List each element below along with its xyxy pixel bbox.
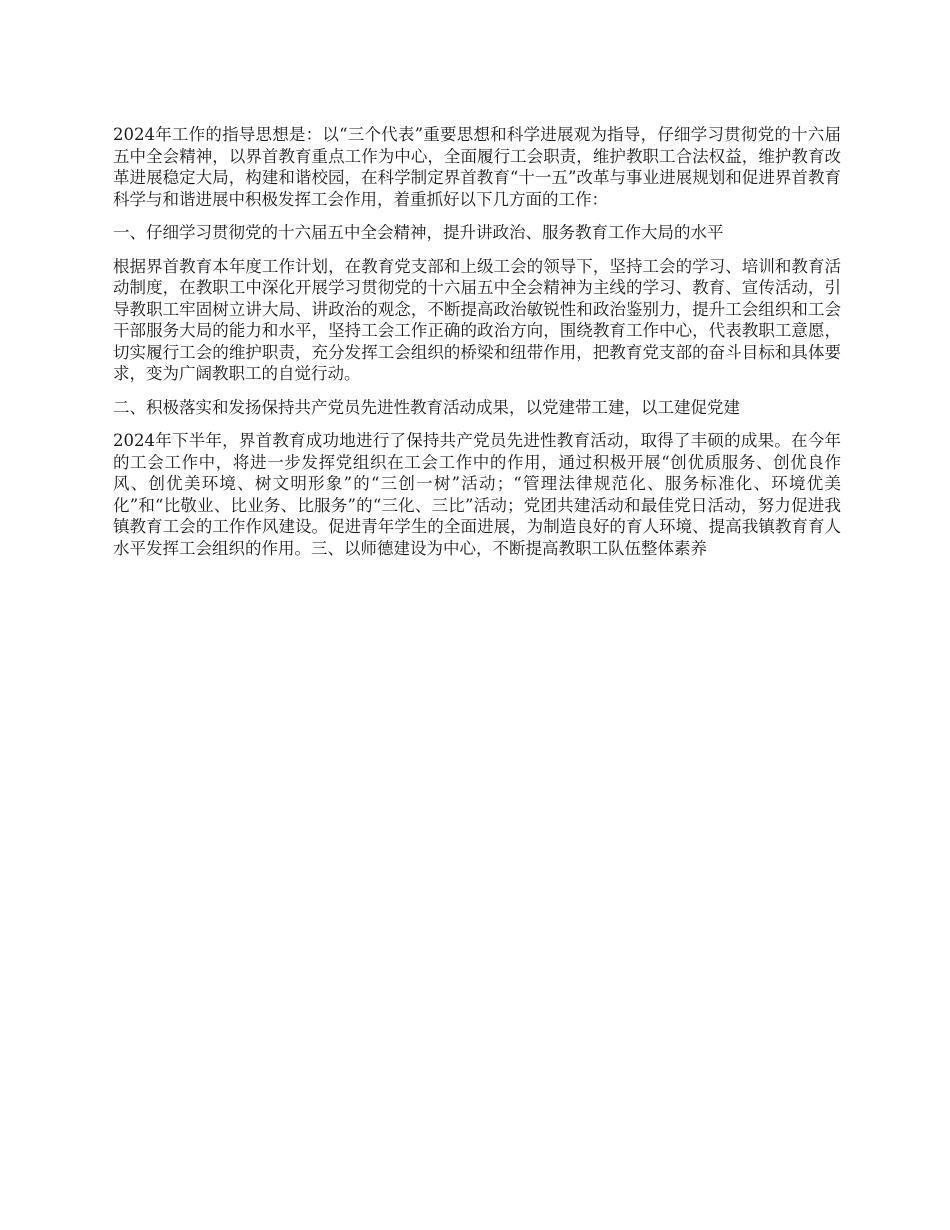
section-heading-2: 二、积极落实和发扬保持共产党员先进性教育活动成果，以党建带工建，以工建促党建 <box>113 397 740 417</box>
document-body <box>113 124 841 571</box>
section-2-paragraph: 2024年下半年，界首教育成功地进行了保持共产党员先进性教育活动，取得了丰硕的成果。在今年的工会工作中，将进一步发挥党组织在工会工作中的作用，通过积极开展“创优质服务、创优良作风、创优美环境、树文明形象”的“三创一树”活动；“管理法律规范化、服务标准化、环境优美化”和“比敬业、比业务、比服务”的“三化、三比”活动；党团共建活动和最佳党日活动，努力促进我镇教育工会的工作作风建设。促进青年学生的全面进展，为制造良好的育人环境、提高我镇教育育人水平发挥工会组织的作用。三、以师德建设为中心，不断提高教职工队伍整体素养 <box>113 431 841 558</box>
section-heading-1: 一、仔细学习贯彻党的十六届五中全会精神，提升讲政治、服务教育工作大局的水平 <box>113 223 724 242</box>
intro-paragraph: 2024年工作的指导思想是：以“三个代表”重要思想和科学进展观为指导，仔细学习贯彻党的十六届五中全会精神，以界首教育重点工作为中心，全面履行工会职责，维护教职工合法权益，维护教育改革进展稳定大局，构建和谐校园，在科学制定界首教育“十一五”改革与事业进展规划和促进界首教育科学与和谐进展中积极发挥工会作用，着重抓好以下几方面的工作： <box>113 125 841 209</box>
section-1-paragraph: 根据界首教育本年度工作计划，在教育党支部和上级工会的领导下，坚持工会的学习、培训和教育活动制度，在教职工中深化开展学习贯彻党的十六届五中全会精神为主线的学习、教育、宣传活动，引导教职工牢固树立讲大局、讲政治的观念，不断提高政治敏锐性和政治鉴别力，提升工会组织和工会干部服务大局的能力和水平，坚持工会工作正确的政治方向，围绕教育工作中心，代表教职工意愿，切实履行工会的维护职责，充分发挥工会组织的桥梁和纽带作用，把教育党支部的奋斗目标和具体要求，变为广阔教职工的自觉行动。 <box>113 256 841 383</box>
